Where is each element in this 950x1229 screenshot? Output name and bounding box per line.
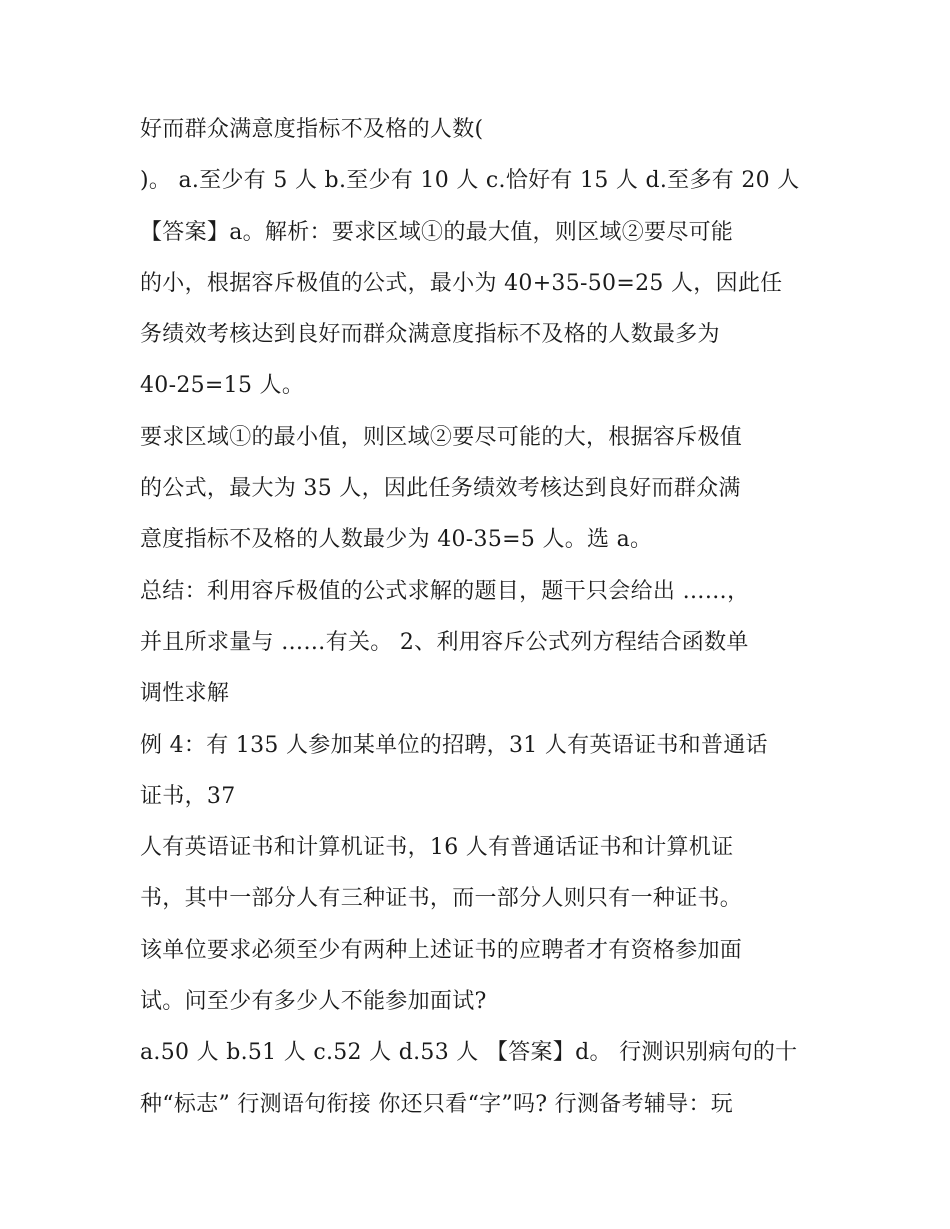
text-line: 并且所求量与 ……有关。 2、利用容斥公式列方程结合函数单 — [140, 629, 749, 655]
text-line: 要求区域①的最小值，则区域②要尽可能的大，根据容斥极值 — [140, 424, 743, 450]
text-line: 例 4：有 135 人参加某单位的招聘，31 人有英语证书和普通话 — [140, 732, 768, 758]
text-line: 调性求解 — [140, 681, 230, 707]
text-line: 意度指标不及格的人数最少为 40-35=5 人。选 a。 — [140, 527, 653, 553]
text-line: 务绩效考核达到良好而群众满意度指标不及格的人数最多为 — [140, 322, 720, 348]
text-line: 试。问至少有多少人不能参加面试? — [140, 989, 487, 1015]
text-line: 人有英语证书和计算机证书，16 人有普通话证书和计算机证 — [140, 835, 734, 861]
text-line: 书，其中一部分人有三种证书，而一部分人则只有一种证书。 — [140, 886, 743, 912]
text-line: 的小，根据容斥极值的公式，最小为 40+35-50=25 人，因此任 — [140, 270, 783, 296]
text-line: 的公式，最大为 35 人，因此任务绩效考核达到良好而群众满 — [140, 476, 741, 502]
text-line: 总结：利用容斥极值的公式求解的题目，题干只会给出 ……， — [140, 578, 750, 604]
document-body — [140, 104, 820, 1130]
text-line: a.50 人 b.51 人 c.52 人 d.53 人 【答案】d。 行测识别病句的十 — [140, 1040, 798, 1066]
text-line: 40-25=15 人。 — [140, 373, 305, 399]
text-line: 证书，37 — [140, 783, 236, 809]
text-line: 【答案】a。解析：要求区域①的最大值，则区域②要尽可能 — [140, 219, 734, 245]
text-line: 好而群众满意度指标不及格的人数( — [140, 117, 484, 142]
text-line: 该单位要求必须至少有两种上述证书的应聘者才有资格参加面 — [140, 937, 743, 963]
text-line: )。 a.至少有 5 人 b.至少有 10 人 c.恰好有 15 人 d.至多有 20 人 — [140, 168, 800, 194]
text-line: 种“标志” 行测语句衔接 你还只看“字”吗? 行测备考辅导：玩 — [140, 1091, 734, 1117]
